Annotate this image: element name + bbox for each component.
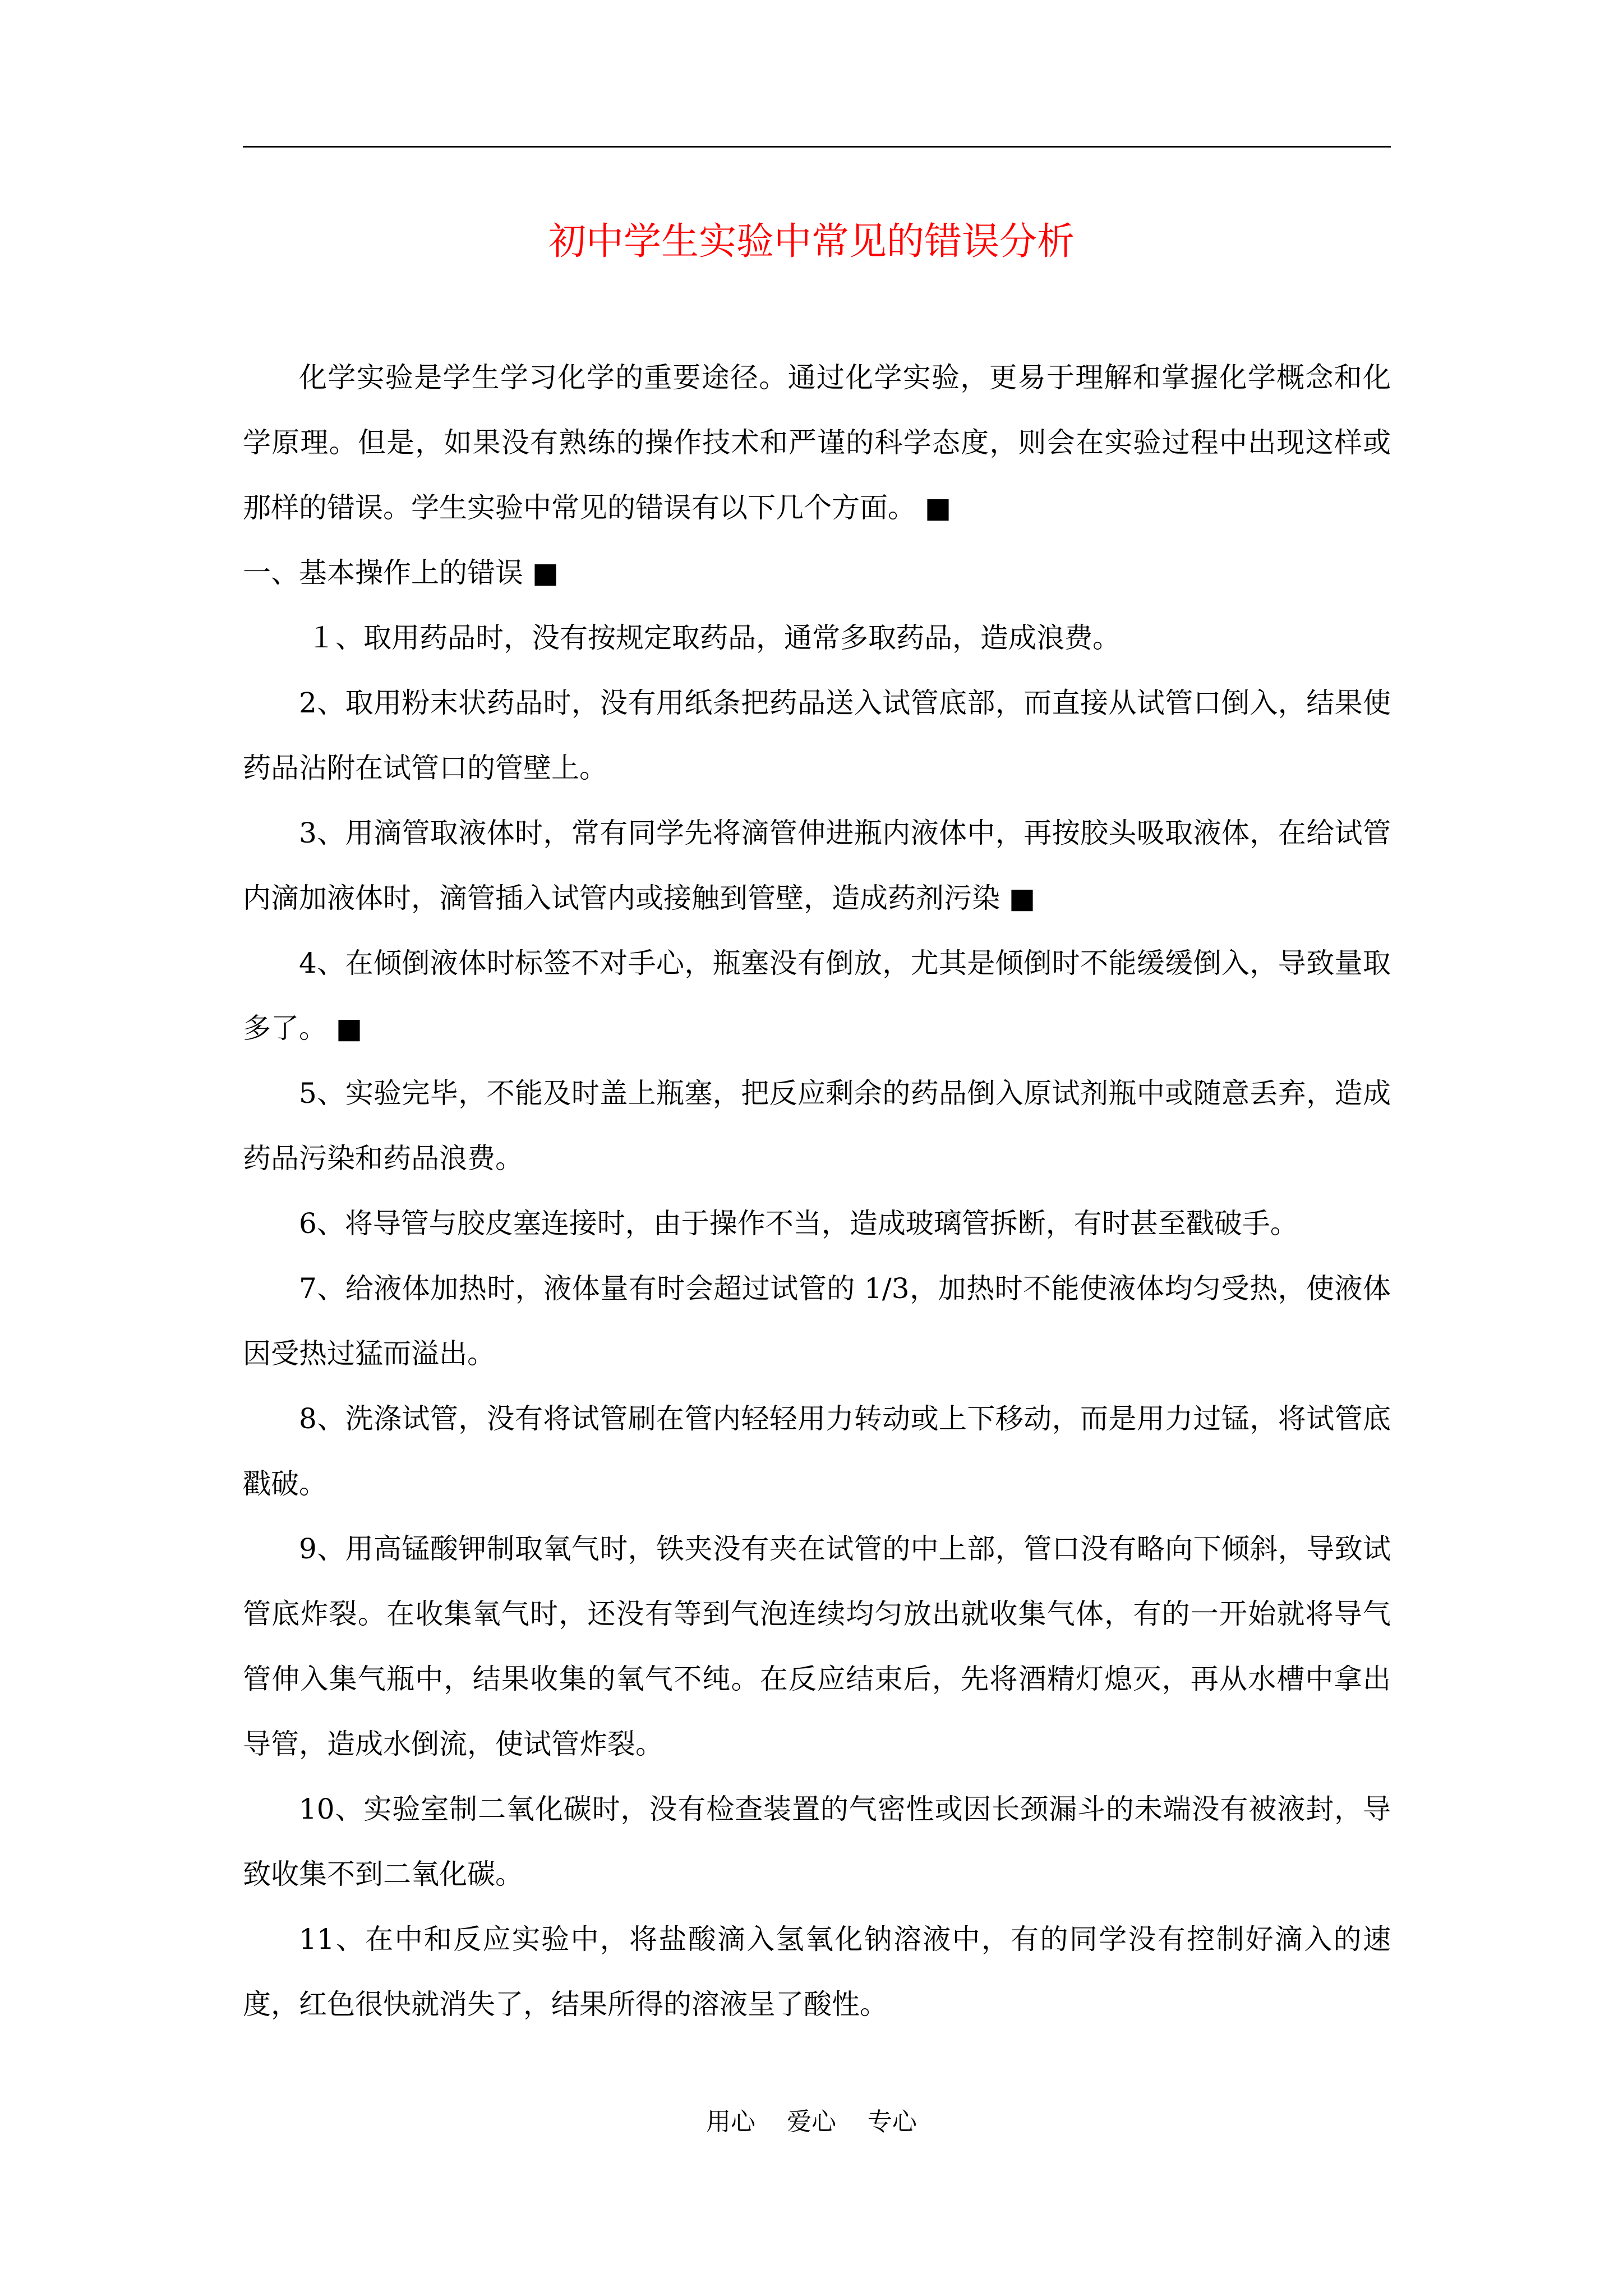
list-item: 11、在中和反应实验中，将盐酸滴入氢氧化钠溶液中，有的同学没有控制好滴入的速度，红色很快就消失了，结果所得的溶液呈了酸性。 (243, 1923, 1391, 2021)
list-item: １、取用药品时，没有按规定取药品，通常多取药品，造成浪费。 (307, 622, 1121, 654)
list-item: 9、用高锰酸钾制取氧气时，铁夹没有夹在试管的中上部，管口没有略向下倾斜，导致试管底炸裂。在收集氧气时，还没有等到气泡连续均匀放出就收集气体，有的一开始就将导气管伸入集气瓶中，结果收集的氧气不纯。在反应结束后，先将酒精灯熄灭，再从水槽中拿出导管，造成水倒流，使试管炸裂。 (243, 1533, 1391, 1760)
page-footer: 用心 爱心 专心 (706, 2108, 917, 2136)
list-item: 7、给液体加热时，液体量有时会超过试管的 1/3，加热时不能使液体均匀受热，使液体因受热过猛而溢出。 (243, 1272, 1391, 1370)
list-item: 8、洗涤试管，没有将试管刷在管内轻轻用力转动或上下移动，而是用力过锰，将试管底戳破。 (243, 1402, 1391, 1500)
document-title: 初中学生实验中常见的错误分析 (548, 219, 1075, 263)
header-rule (243, 146, 1391, 148)
list-item: 2、取用粉末状药品时，没有用纸条把药品送入试管底部，而直接从试管口倒入，结果使药品沾附在试管口的管壁上。 (243, 687, 1391, 784)
document-body (243, 345, 1391, 2037)
section-heading: 一、基本操作上的错误 ■ (243, 556, 559, 589)
list-item: 5、实验完毕，不能及时盖上瓶塞，把反应剩余的药品倒入原试剂瓶中或随意丢弃，造成药品污染和药品浪费。 (243, 1077, 1391, 1175)
list-item: 6、将导管与胶皮塞连接时，由于操作不当，造成玻璃管拆断，有时甚至戳破手。 (299, 1207, 1298, 1240)
list-item: 4、在倾倒液体时标签不对手心，瓶塞没有倒放，尤其是倾倒时不能缓缓倒入，导致量取多了。 ■ (243, 947, 1391, 1045)
list-item: 3、用滴管取液体时，常有同学先将滴管伸进瓶内液体中，再按胶头吸取液体，在给试管内滴加液体时，滴管插入试管内或接触到管壁，造成药剂污染 ■ (243, 817, 1391, 914)
list-item: 10、实验室制二氧化碳时，没有检查装置的气密性或因长颈漏斗的未端没有被液封，导致收集不到二氧化碳。 (243, 1793, 1391, 1890)
intro-paragraph: 化学实验是学生学习化学的重要途径。通过化学实验，更易于理解和掌握化学概念和化学原理。但是，如果没有熟练的操作技术和严谨的科学态度，则会在实验过程中出现这样或那样的错误。学生实验中常见的错误有以下几个方面。 ■ (243, 361, 1391, 524)
